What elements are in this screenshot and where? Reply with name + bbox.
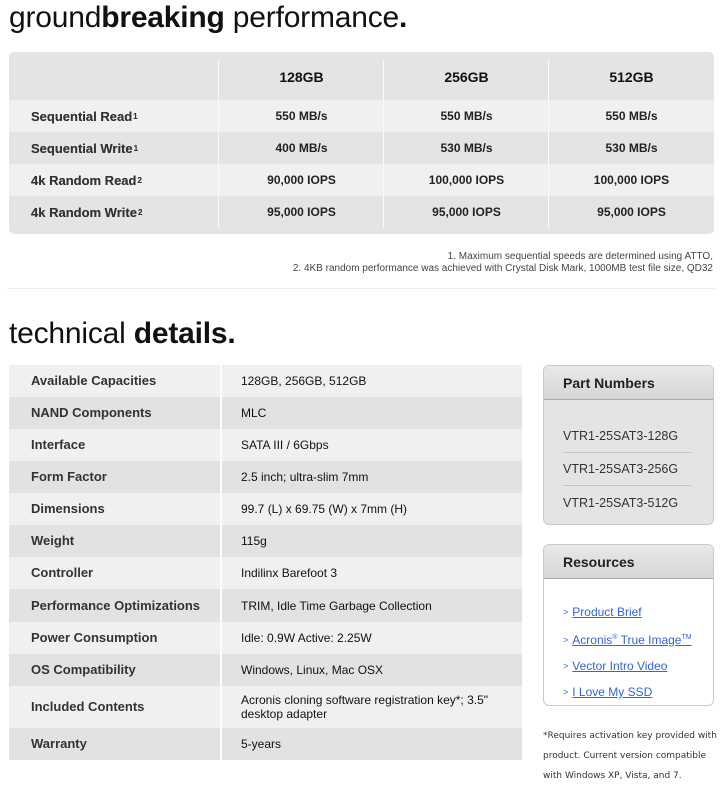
part-number: VTR1-25SAT3-512G — [563, 495, 679, 510]
spec-label: Power Consumption — [9, 622, 222, 654]
footnote: 2. 4KB random performance was achieved with Crystal Disk Mark, 1000MB test file size, QD32 — [292, 263, 713, 274]
spec-row — [9, 397, 522, 429]
spec-value: Windows, Linux, Mac OSX — [241, 663, 384, 677]
spec-row — [9, 589, 522, 622]
spec-row — [9, 461, 522, 493]
spec-label: OS Compatibility — [9, 654, 222, 686]
spec-row — [9, 622, 522, 654]
performance-row — [9, 164, 714, 196]
spec-value: Idle: 0.9W Active: 2.25W — [241, 631, 372, 645]
resource-item — [563, 679, 713, 705]
column-divider — [383, 60, 384, 228]
spec-row — [9, 429, 522, 461]
column-divider — [548, 60, 549, 228]
row-label-text: Sequential Write — [31, 140, 133, 156]
performance-row — [9, 132, 714, 164]
performance-footnotes — [293, 251, 713, 275]
spec-row — [9, 654, 522, 686]
cell: 530 MB/s — [440, 141, 493, 155]
spec-label: Warranty — [9, 728, 222, 760]
cell: 550 MB/s — [275, 109, 328, 123]
performance-row — [9, 100, 714, 132]
row-label — [9, 132, 219, 164]
spec-value: 5-years — [241, 737, 282, 751]
spec-value: Acronis cloning software registration key*; 3.5" desktop adapter — [241, 693, 489, 721]
cell: 100,000 IOPS — [428, 173, 505, 187]
spec-label: Performance Optimizations — [9, 589, 222, 622]
performance-heading — [9, 3, 407, 33]
heading-dot: . — [227, 317, 236, 350]
column-divider — [218, 60, 219, 228]
row-label — [9, 196, 219, 228]
spec-row — [9, 557, 522, 589]
spec-value: 2.5 inch; ultra-slim 7mm — [241, 470, 369, 484]
spec-label: Available Capacities — [9, 365, 222, 397]
part-numbers-title: Part Numbers — [544, 366, 713, 400]
part-numbers-box — [543, 365, 714, 525]
row-label-text: 4k Random Read — [31, 172, 137, 188]
footnote-ref: 2 — [137, 175, 142, 185]
heading-dot: . — [399, 1, 408, 34]
technical-table — [9, 365, 522, 760]
part-number: VTR1-25SAT3-256G — [563, 453, 691, 486]
acronis-true-image-link[interactable] — [572, 633, 691, 647]
resources-list — [544, 579, 713, 705]
spec-row — [9, 525, 522, 557]
resource-item — [563, 599, 713, 625]
spec-label: NAND Components — [9, 397, 222, 429]
heading-rest: performance — [224, 1, 400, 34]
chevron-right-icon: > — [563, 607, 569, 617]
activation-note: *Requires activation key provided with product. Current version compatible with Windows XP, Vista, and 7. — [543, 731, 717, 781]
spec-label: Interface — [9, 429, 222, 461]
i-love-my-ssd-link[interactable] — [572, 685, 652, 699]
cell: 100,000 IOPS — [593, 173, 670, 187]
link-text: Product Brief — [572, 605, 642, 619]
part-number: VTR1-25SAT3-128G — [563, 420, 691, 453]
heading-bold: breaking — [101, 1, 225, 34]
cell: 400 MB/s — [275, 141, 328, 155]
part-numbers-list — [544, 400, 713, 519]
chevron-right-icon: > — [563, 661, 569, 671]
row-label — [9, 100, 219, 132]
spec-row — [9, 493, 522, 525]
performance-table — [9, 52, 714, 234]
resources-box — [543, 544, 714, 706]
cell: 550 MB/s — [440, 109, 493, 123]
spec-row — [9, 686, 522, 728]
resources-title: Resources — [544, 545, 713, 579]
spec-label: Included Contents — [9, 686, 222, 728]
column-header: 256GB — [444, 69, 489, 85]
column-header: 512GB — [609, 69, 654, 85]
spec-value: 128GB, 256GB, 512GB — [241, 374, 367, 388]
footnote-ref: 1 — [133, 111, 138, 121]
spec-label: Dimensions — [9, 493, 222, 525]
resource-item — [563, 627, 713, 653]
spec-label: Form Factor — [9, 461, 222, 493]
link-text: True Image — [617, 633, 682, 647]
spec-value: 99.7 (L) x 69.75 (W) x 7mm (H) — [241, 502, 408, 516]
trademark-mark: TM — [681, 634, 692, 641]
footnote-ref: 2 — [137, 207, 143, 217]
row-label-text: 4k Random Write — [31, 204, 137, 220]
footnote-ref: 1 — [133, 143, 139, 153]
spec-value: 115g — [241, 534, 267, 548]
spec-row — [9, 365, 522, 397]
spec-value: MLC — [241, 406, 267, 420]
row-label — [9, 164, 219, 196]
performance-header-row — [9, 52, 714, 100]
cell: 530 MB/s — [605, 141, 658, 155]
link-text: Acronis — [572, 633, 613, 647]
corner-cell — [9, 52, 219, 100]
vector-intro-video-link[interactable] — [572, 659, 667, 673]
cell: 95,000 IOPS — [597, 205, 666, 219]
spec-value: TRIM, Idle Time Garbage Collection — [241, 598, 432, 613]
performance-row — [9, 196, 714, 228]
spec-value: SATA III / 6Gbps — [241, 438, 329, 452]
column-header: 128GB — [279, 69, 324, 85]
heading-bold: details — [133, 317, 228, 350]
chevron-right-icon: > — [563, 635, 569, 645]
row-label-text: Sequential Read — [31, 108, 133, 124]
section-divider — [7, 288, 715, 289]
cell: 95,000 IOPS — [267, 205, 336, 219]
link-text: I Love My SSD — [572, 685, 653, 699]
heading-light: ground — [9, 1, 102, 34]
spec-label: Controller — [9, 557, 222, 589]
spec-label: Weight — [9, 525, 222, 557]
cell: 95,000 IOPS — [432, 205, 501, 219]
cell: 550 MB/s — [605, 109, 658, 123]
spec-value: Indilinx Barefoot 3 — [241, 566, 338, 580]
chevron-right-icon: > — [563, 687, 569, 697]
cell: 90,000 IOPS — [267, 173, 336, 187]
spec-row — [9, 728, 522, 760]
product-brief-link[interactable] — [572, 605, 641, 619]
registered-mark: ® — [612, 634, 618, 641]
heading-light: technical — [9, 317, 134, 350]
resource-item — [563, 653, 713, 679]
footnote: 1. Maximum sequential speeds are determined using ATTO, — [447, 251, 713, 262]
link-text: Vector Intro Video — [572, 659, 668, 673]
technical-heading — [9, 319, 236, 349]
